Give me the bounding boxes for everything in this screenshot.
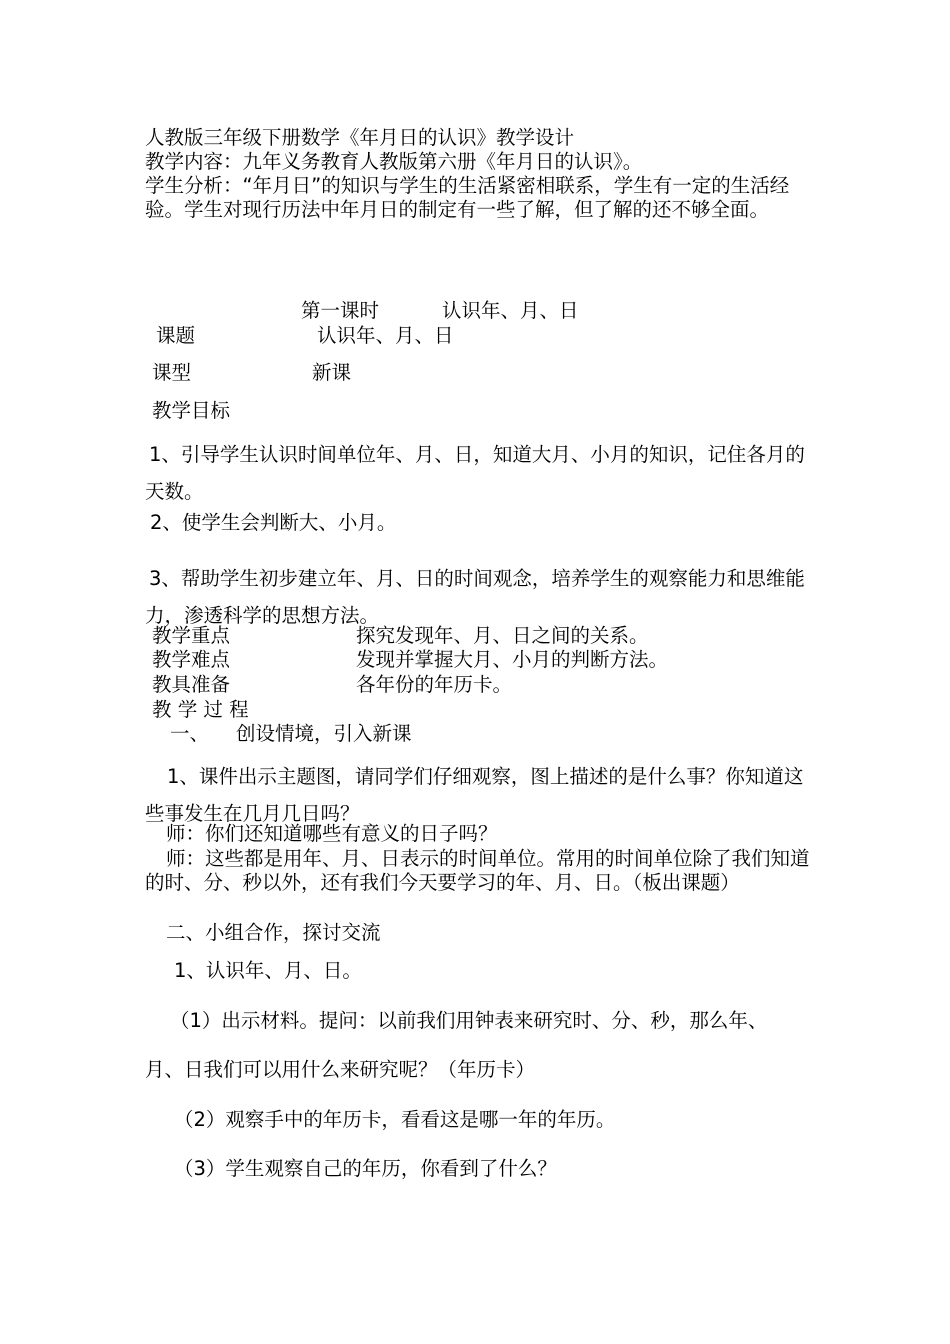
difficulty-value: 发现并掌握大月、小月的判断方法。	[356, 648, 669, 671]
step1-number: 一、	[170, 722, 210, 745]
tools-label: 教具准备	[152, 673, 231, 696]
goal-1: 1、引导学生认识时间单位年、月、日，知道大月、小月的知识，记住各月的天数。	[145, 443, 805, 503]
key-point-value: 探究发现年、月、日之间的关系。	[356, 624, 649, 647]
difficulty-label: 教学难点	[152, 648, 231, 671]
teaching-content: 教学内容：九年义务教育人教版第六册《年月日的认识》。	[145, 150, 643, 173]
step1-heading: 创设情境，引入新课	[236, 722, 412, 745]
goal-3: 3、帮助学生初步建立年、月、日的时间观念，培养学生的观察能力和思维能力，渗透科学的思想方法。	[145, 567, 805, 627]
topic-value: 认识年、月、日	[317, 324, 454, 347]
step2-question-2: （2）观察手中的年历卡，看看这是哪一年的年历。	[174, 1108, 616, 1131]
step2-question-1b: 月、日我们可以用什么来研究呢？（年历卡）	[145, 1058, 536, 1081]
step1-paragraph-2: 师：你们还知道哪些有意义的日子吗？	[166, 822, 498, 845]
process-label: 教 学 过 程	[152, 698, 249, 721]
goal-2: 2、使学生会判断大、小月。	[150, 511, 397, 534]
key-point-label: 教学重点	[152, 624, 231, 647]
step1-paragraph-3: 师：这些都是用年、月、日表示的时间单位。常用的时间单位除了我们知道的时、分、秒以外，还有我们今天要学习的年、月、日。（板出课题）	[145, 847, 810, 894]
step2-heading: 二、小组合作，探讨交流	[166, 921, 381, 944]
step2-question-1a: （1）出示材料。提问：以前我们用钟表来研究时、分、秒，那么年、	[170, 1009, 768, 1032]
step2-question-3: （3）学生观察自己的年历，你看到了什么？	[174, 1157, 557, 1180]
student-analysis: 学生分析：“年月日”的知识与学生的生活紧密相联系，学生有一定的生活经验。学生对现行历法中年月日的制定有一些了解，但了解的还不够全面。	[145, 174, 790, 221]
type-label: 课型	[152, 361, 192, 384]
step2-paragraph-1: 1、认识年、月、日。	[174, 959, 362, 982]
tools-value: 各年份的年历卡。	[356, 673, 513, 696]
doc-title: 人教版三年级下册数学《年月日的认识》教学设计	[145, 126, 575, 149]
lesson-heading-part1: 第一课时	[301, 299, 380, 322]
topic-label: 课题	[156, 324, 196, 347]
type-value: 新课	[312, 361, 352, 384]
goals-label: 教学目标	[152, 399, 231, 422]
step1-paragraph-1: 1、课件出示主题图，请同学们仔细观察，图上描述的是什么事？你知道这些事发生在几月几日吗？	[145, 765, 804, 825]
lesson-heading-part2: 认识年、月、日	[442, 299, 579, 322]
